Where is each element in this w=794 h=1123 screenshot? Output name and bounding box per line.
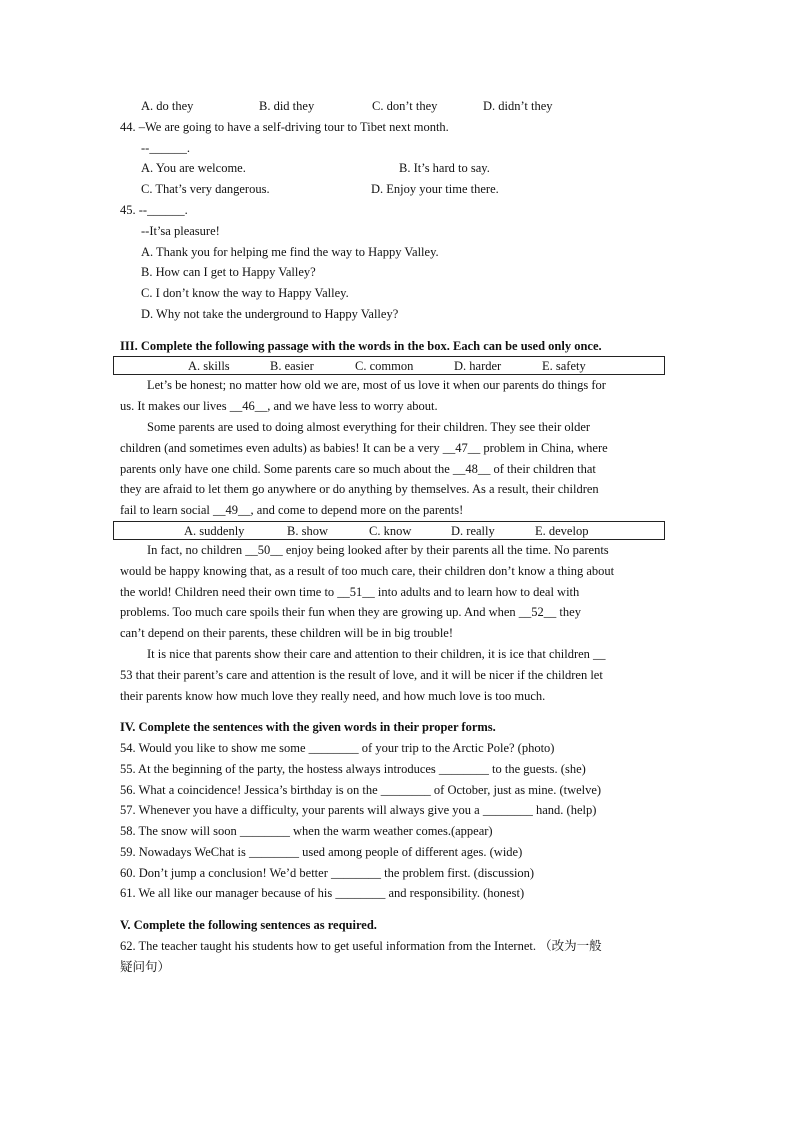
q44-stem: 44. –We are going to have a self-driving tour to Tibet next month. bbox=[120, 119, 449, 134]
word-box-1-item: A. skills bbox=[188, 359, 230, 374]
q44-option-d: D. Enjoy your time there. bbox=[371, 182, 499, 197]
passage-line: In fact, no children __50__ enjoy being looked after by their parents all the time. No parents bbox=[147, 542, 609, 557]
q45-reply: --It’sa pleasure! bbox=[141, 223, 220, 238]
sentence-item: 60. Don’t jump a conclusion! We’d better ________ the problem first. (discussion) bbox=[120, 865, 535, 880]
word-box-1 bbox=[113, 356, 665, 375]
passage-line: Some parents are used to doing almost everything for their children. They see their older bbox=[147, 419, 591, 434]
passage-line: 53 that their parent’s care and attention is the result of love, and it will be nicer if the children let bbox=[120, 667, 603, 682]
passage-line: Let’s be honest; no matter how old we are, most of us love it when our parents do things for bbox=[147, 378, 606, 393]
passage-line: the world! Children need their own time to __51__ into adults and to learn how to deal with bbox=[120, 584, 580, 599]
q43-options bbox=[120, 96, 676, 117]
q44-options-row2 bbox=[120, 179, 676, 200]
q62-line-2: 疑问句） bbox=[120, 959, 171, 974]
q43-option-d: D. didn’t they bbox=[483, 99, 553, 113]
sentence-item: 57. Whenever you have a difficulty, your parents will always give you a ________ hand. (help) bbox=[120, 803, 597, 818]
page-content bbox=[120, 96, 676, 977]
sentence-item: 58. The snow will soon ________ when the warm weather comes.(appear) bbox=[120, 824, 493, 839]
word-box-2 bbox=[113, 521, 665, 540]
word-box-1-item: C. common bbox=[355, 359, 414, 374]
q45-option-c: C. I don’t know the way to Happy Valley. bbox=[141, 286, 349, 301]
q45-option-a: A. Thank you for helping me find the way to Happy Valley. bbox=[141, 244, 439, 259]
passage-part-2 bbox=[120, 540, 676, 706]
passage-line: children (and sometimes even adults) as babies! It can be a very __47__ problem in China, where bbox=[120, 440, 608, 455]
passage-line: their parents know how much love they really need, and how much love is too much. bbox=[120, 688, 546, 703]
sentence-item: 54. Would you like to show me some ________ of your trip to the Arctic Pole? (photo) bbox=[120, 740, 555, 755]
passage-line: they are afraid to let them go anywhere or do anything by themselves. As a result, their children bbox=[120, 482, 599, 497]
q45-option-b: B. How can I get to Happy Valley? bbox=[141, 265, 316, 280]
section-4-heading: IV. Complete the sentences with the given words in their proper forms. bbox=[120, 720, 496, 735]
q44-option-a: A. You are welcome. bbox=[141, 161, 246, 176]
sentence-item: 56. What a coincidence! Jessica’s birthday is on the ________ of October, just as mine. (twelve) bbox=[120, 782, 602, 797]
sentence-item: 61. We all like our manager because of his ________ and responsibility. (honest) bbox=[120, 886, 525, 901]
word-box-2-item: E. develop bbox=[535, 523, 589, 538]
word-box-2-item: C. know bbox=[369, 523, 412, 538]
passage-line: parents only have one child. Some parents care so much about the __48__ of their children that bbox=[120, 461, 596, 476]
passage-line: would be happy knowing that, as a result of too much care, their children don’t know a thing about bbox=[120, 563, 615, 578]
word-box-2-item: D. really bbox=[451, 523, 495, 538]
q43-option-b: B. did they bbox=[259, 99, 315, 113]
word-box-1-item: B. easier bbox=[270, 359, 314, 374]
q44-options-row1 bbox=[120, 158, 676, 179]
q43-option-a: A. do they bbox=[141, 99, 194, 113]
word-box-1-item: E. safety bbox=[542, 359, 586, 374]
q45-option-d: D. Why not take the underground to Happy Valley? bbox=[141, 306, 399, 321]
section-3-heading: III. Complete the following passage with the words in the box. Each can be used only once. bbox=[120, 338, 602, 353]
sentence-item: 55. At the beginning of the party, the hostess always introduces ________ to the guests. (she) bbox=[120, 761, 586, 776]
word-box-2-item: B. show bbox=[287, 523, 328, 538]
passage-line: us. It makes our lives __46__, and we have less to worry about. bbox=[120, 399, 438, 414]
q44-option-b: B. It’s hard to say. bbox=[399, 161, 490, 176]
q43-option-c: C. don’t they bbox=[372, 99, 438, 113]
passage-line: It is nice that parents show their care and attention to their children, it is ice that children __ bbox=[147, 646, 606, 661]
q45-stem: 45. --______. bbox=[120, 202, 188, 217]
passage-part-1 bbox=[120, 375, 676, 521]
q62-line-1: 62. The teacher taught his students how to get useful information from the Internet. （改为一般 bbox=[120, 938, 602, 953]
word-box-1-item: D. harder bbox=[454, 359, 502, 374]
sentence-item: 59. Nowadays WeChat is ________ used among people of different ages. (wide) bbox=[120, 844, 523, 859]
word-box-2-item: A. suddenly bbox=[184, 523, 245, 538]
passage-line: problems. Too much care spoils their fun when they are growing up. And when __52__ they bbox=[120, 605, 581, 620]
passage-line: can’t depend on their parents, these children will be in big trouble! bbox=[120, 626, 454, 641]
section-5-heading: V. Complete the following sentences as required. bbox=[120, 918, 377, 933]
q44-option-c: C. That’s very dangerous. bbox=[141, 182, 270, 197]
q44-reply: --______. bbox=[141, 140, 190, 155]
passage-line: fail to learn social __49__, and come to depend more on the parents! bbox=[120, 503, 464, 518]
